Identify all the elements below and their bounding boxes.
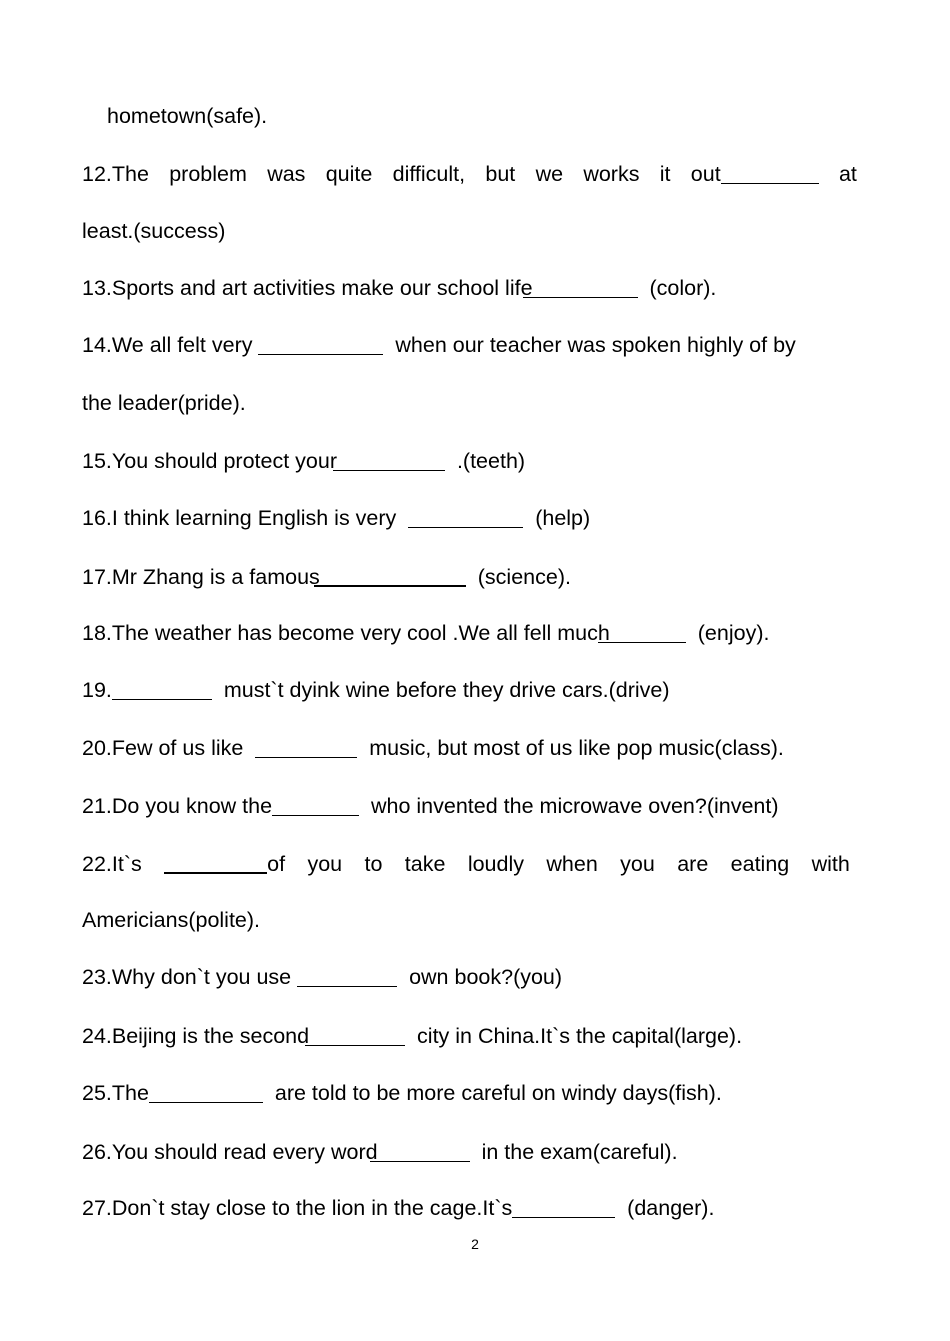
item-22-word: 22.It`s <box>82 852 142 876</box>
item-15-hint: .(teeth) <box>445 449 526 473</box>
item-12-word: it <box>659 162 671 186</box>
item-22-word: take <box>404 852 446 876</box>
item-18 <box>82 619 769 647</box>
item-23-text: 23.Why don`t you use <box>82 965 298 989</box>
item-25-tail: are told to be more careful on windy days(fish). <box>262 1081 722 1105</box>
answer-blank[interactable] <box>598 622 686 643</box>
item-22-word: loudly <box>467 852 524 876</box>
item-18-text: 18.The weather has become very cool .We all fell much <box>82 621 610 645</box>
item-22 <box>82 850 850 878</box>
item-22-word: are <box>677 852 709 876</box>
item-12-word: out <box>690 162 721 186</box>
answer-blank[interactable] <box>370 1141 470 1162</box>
item-19-text: must`t dyink wine before they drive cars.(drive) <box>211 678 670 702</box>
answer-blank[interactable] <box>512 1197 615 1218</box>
item-24 <box>82 1022 742 1050</box>
item-13-text: 13.Sports and art activities make our school life <box>82 276 533 300</box>
item-13-hint: (color). <box>637 276 717 300</box>
item-24-text: 24.Beijing is the second <box>82 1024 310 1048</box>
item-23-tail: own book?(you) <box>397 965 563 989</box>
item-27 <box>82 1194 714 1222</box>
item-22-word: you <box>307 852 343 876</box>
item-12-continuation: least.(success) <box>82 219 226 243</box>
item-12-word: quite <box>325 162 373 186</box>
answer-blank[interactable] <box>333 450 445 471</box>
item-12-word: at <box>838 162 857 186</box>
item-11-continuation: hometown(safe). <box>107 104 268 128</box>
item-19-number: 19. <box>82 678 112 702</box>
item-26-tail: in the exam(careful). <box>469 1140 678 1164</box>
item-20 <box>82 734 784 762</box>
item-16-text: 16.I think learning English is very <box>82 506 409 530</box>
item-22-word: of <box>267 852 286 876</box>
item-12-word: was <box>267 162 306 186</box>
item-17-text: 17.Mr Zhang is a famous <box>82 565 320 589</box>
answer-blank[interactable] <box>408 507 523 528</box>
answer-blank[interactable] <box>258 334 383 355</box>
answer-blank[interactable] <box>149 1082 263 1103</box>
answer-blank[interactable] <box>112 679 212 700</box>
item-19 <box>82 676 670 704</box>
item-16 <box>82 504 590 532</box>
item-23 <box>82 963 562 991</box>
item-16-hint: (help) <box>523 506 591 530</box>
item-15 <box>82 447 525 475</box>
item-21-text: 21.Do you know the <box>82 794 273 818</box>
item-14-tail: when our teacher was spoken highly of by <box>383 333 796 357</box>
item-12-word: 12.The <box>82 162 149 186</box>
item-26 <box>82 1138 678 1166</box>
item-25-text: 25.The <box>82 1081 149 1105</box>
answer-blank[interactable] <box>297 966 397 987</box>
item-27-text: 27.Don`t stay close to the lion in the cage.It`s <box>82 1196 513 1220</box>
answer-blank[interactable] <box>523 277 638 298</box>
item-14-text: 14.We all felt very <box>82 333 259 357</box>
item-17 <box>82 563 571 591</box>
item-12-word: difficult, <box>392 162 466 186</box>
item-20-tail: music, but most of us like pop music(class). <box>357 736 784 760</box>
answer-blank[interactable] <box>255 737 357 758</box>
item-18-hint: (enjoy). <box>685 621 770 645</box>
item-12-word: works <box>583 162 640 186</box>
item-25 <box>82 1079 722 1107</box>
item-13 <box>82 274 716 302</box>
answer-blank[interactable] <box>305 1025 405 1046</box>
answer-blank[interactable] <box>272 795 359 816</box>
item-22-word: eating <box>730 852 790 876</box>
item-14-continuation: the leader(pride). <box>82 391 246 415</box>
answer-blank[interactable] <box>721 163 819 184</box>
item-12-word: but <box>485 162 516 186</box>
item-22-word: to <box>364 852 383 876</box>
item-12 <box>82 160 857 188</box>
answer-blank[interactable] <box>164 852 267 874</box>
answer-blank[interactable] <box>314 565 466 587</box>
item-12-word: problem <box>169 162 247 186</box>
item-17-hint: (science). <box>465 565 571 589</box>
item-20-text: 20.Few of us like <box>82 736 256 760</box>
item-21 <box>82 792 779 820</box>
item-26-text: 26.You should read every word <box>82 1140 378 1164</box>
item-27-hint: (danger). <box>615 1196 715 1220</box>
item-22-word: when <box>546 852 598 876</box>
item-15-text: 15.You should protect your <box>82 449 337 473</box>
page-number: 2 <box>471 1236 479 1252</box>
item-12-word: we <box>535 162 564 186</box>
item-22-word: you <box>620 852 655 876</box>
item-21-tail: who invented the microwave oven?(invent) <box>359 794 779 818</box>
item-22-word: with <box>811 852 850 876</box>
item-22-continuation: Americians(polite). <box>82 908 261 932</box>
item-24-tail: city in China.It`s the capital(large). <box>405 1024 743 1048</box>
item-14 <box>82 331 796 359</box>
